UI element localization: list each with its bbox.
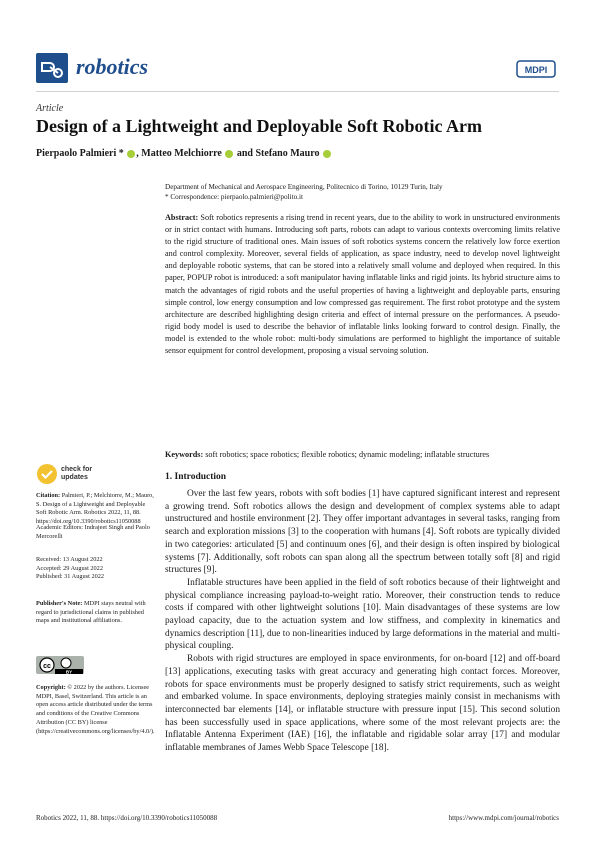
keywords-label: Keywords: — [165, 450, 204, 459]
article-type: Article — [36, 103, 64, 114]
author-name[interactable]: Pierpaolo Palmieri * — [36, 148, 124, 159]
abstract — [165, 212, 560, 357]
abstract-label: Abstract: — [165, 213, 199, 222]
footer-citation[interactable]: Robotics 2022, 11, 88. https://doi.org/10.3390/robotics11050088 — [36, 814, 218, 822]
author-list: Pierpaolo Palmieri * , Matteo Melchiorre and Stefano Mauro — [36, 148, 332, 159]
article-title: Design of a Lightweight and Deployable Soft Robotic Arm — [36, 116, 483, 136]
copyright-notice: Copyright: © 2022 by the authors. Licensee MDPI, Basel, Switzerland. This article is an open access article distributed under the terms and conditions of the Creative Commons Attribution (CC BY) license (https://creativecommons.org/licenses/by/4.0/). — [36, 684, 155, 735]
keywords-text: soft robotics; space robotics; flexible robotics; dynamic modeling; inflatable structures — [205, 450, 490, 459]
header-divider — [36, 91, 559, 92]
abstract-text: Soft robotics represents a rising trend in recent years, due to the ability to work in unstructured environments or in strict contact with humans. Introducing soft parts, robots can adapt to various contexts overcoming limits relative to the rigid structure of traditional ones. Main issues of soft robotics systems concern the relatively low force exertion and control complexity. Moreover, several fields of application, as space industry, need to develop novel lightweight and deployable robotic systems, that can be stored into a relatively small volume and deployed when required. In this paper, POPUP robot is introduced: a soft manipulator having inflatable links and rigid joints. Its hybrid structure aims to match the advantages of rigid robots and the useful properties of having a lightweight and deployable parts, ensuring simple control, low energy consumption and low compressed gas requirement. The first robot prototype and the system architecture are described highlighting design criteria and effect of internal pressure on the performances. A pseudo-rigid body model is used to describe the behavior of inflatable links looking forward to control design. Finally, the model is extended to the whole robot: multi-body simulations are performed to highlight the importance of suitable sensor equipment for control development, proposing a visual servoing solution. — [165, 213, 560, 356]
publication-dates: Received: 13 August 2022 Accepted: 29 August 2022 Published: 31 August 2022 — [36, 556, 105, 581]
academic-editors: Academic Editors: Indrajeet Singh and Paolo Mercorelli — [36, 524, 150, 540]
orcid-icon[interactable] — [225, 150, 233, 158]
orcid-icon[interactable] — [323, 150, 331, 158]
introduction-body — [165, 488, 560, 755]
affiliation: Department of Mechanical and Aerospace Engineering, Politecnico di Torino, 10129 Turin, Italy — [165, 183, 443, 191]
orcid-icon[interactable] — [127, 150, 135, 158]
svg-text:cc: cc — [43, 663, 51, 670]
footer-journal-url[interactable]: https://www.mdpi.com/journal/robotics — [448, 814, 559, 822]
journal-name: robotics — [76, 54, 149, 79]
cc-by-license-icon[interactable] — [36, 656, 84, 674]
affiliation-block — [165, 182, 560, 202]
keywords — [165, 450, 560, 459]
paragraph: Robots with rigid structures are employed in space environments, for on-board [12] and off-board [13] applications, executing tasks with great accuracy and generating high contact forces. Moreover, robots for space environments must be properly designed to satisfy strict requirements, such as weight and embarked volume. In space environments, deploying strategies mainly consist in mechanisms with interconnected bar elements [14], or inflatable structure with pressure input [15]. This second solution has been successfully used in space applications, where some of the most relevant projects are: the Inflatable Antenna Experiment (IAE) [16], the inflatable and rigidable solar array [17] and modular inflatable membranes of James Webb Space Telescope [18]. — [165, 654, 560, 754]
svg-text:BY: BY — [65, 669, 73, 674]
author-name[interactable]: Matteo Melchiorre — [141, 148, 222, 159]
mdpi-logo-icon — [516, 60, 556, 78]
publisher-note: Publisher's Note: MDPI stays neutral with regard to jurisdictional claims in published maps and institutional affiliations. — [36, 600, 146, 625]
journal-logo-icon — [36, 53, 68, 83]
check-for-updates-badge[interactable]: check for updates — [36, 463, 156, 485]
correspondence: * Correspondence: pierpaolo.palmieri@polito.it — [165, 193, 303, 201]
author-name[interactable]: Stefano Mauro — [255, 148, 320, 159]
paragraph: Inflatable structures have been applied in the field of soft robotics because of their lightweight and physical compliance increasing payload-to-weight ratio. Moreover, their construction tends to reduce costs if compared with other lightweight solutions [10]. Main disadvantages of these systems are low payload capacity, due to the actuation system and low stiffness, and complexity in kinematics and dynamics description [11], due to non-linearities induced by large deformations in the material and multi-physical coupling. — [165, 577, 560, 652]
svg-text:MDPI: MDPI — [524, 65, 548, 75]
check-updates-icon — [36, 463, 58, 485]
citation: Citation: Palmieri, P.; Melchiorre, M.; Mauro, S. Design of a Lightweight and Deployable Soft Robotic Arm. Robotics 2022, 11, 88. https://doi.org/10.3390/robotics11050088 — [36, 492, 154, 526]
paragraph: Over the last few years, robots with soft bodies [1] have captured significant interest and represent a growing trend. Soft robotics allows the design and development of complex systems able to adapt unstructured and hostile environment [2]. They offer important advantages in several tasks, ranging from search and exploration missions [3] to the cooperation with humans [4]. Soft robots are typically divided in two categories: articulated [5] and continuum ones [6], and their design is often inspired by biological systems [7]. Additionally, soft robots can span along all the spectrum between totally soft [8] and rigid structures [9]. — [165, 489, 560, 576]
section-heading: 1. Introduction — [165, 472, 227, 482]
